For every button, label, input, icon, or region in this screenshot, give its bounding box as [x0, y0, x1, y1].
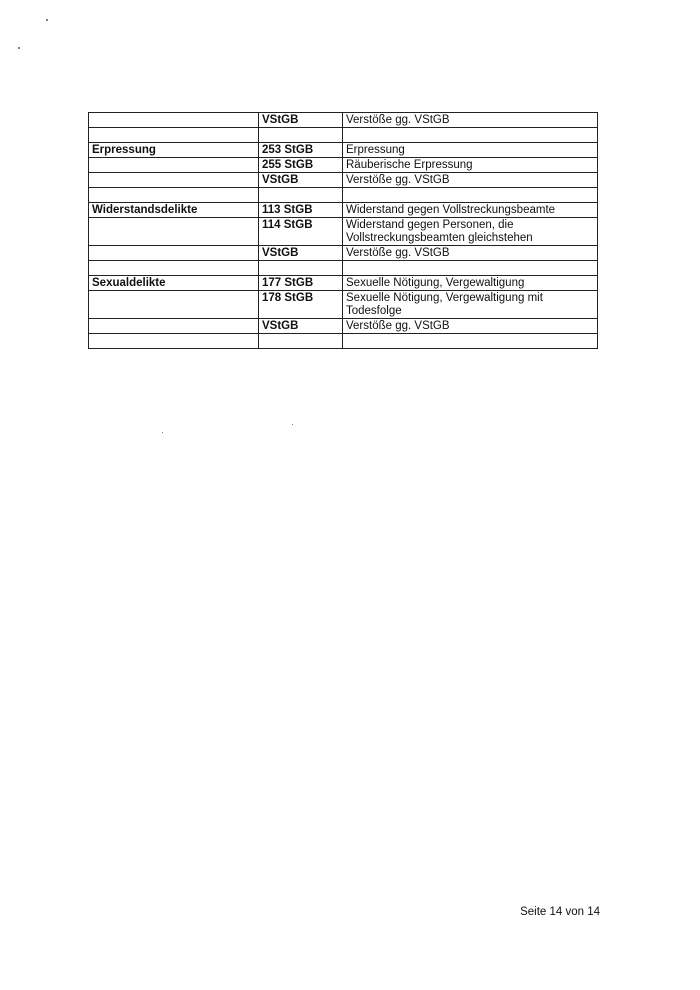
category-cell [89, 291, 259, 319]
category-cell [89, 158, 259, 173]
description-cell: Erpressung [343, 143, 598, 158]
description-cell [343, 261, 598, 276]
law-code-cell [259, 128, 343, 143]
table-row [89, 291, 598, 319]
law-code-cell: 253 StGB [259, 143, 343, 158]
law-code-cell: 255 StGB [259, 158, 343, 173]
category-cell [89, 188, 259, 203]
law-code-cell: VStGB [259, 246, 343, 261]
category-cell [89, 334, 259, 349]
category-cell: Sexualdelikte [89, 276, 259, 291]
table-row [89, 203, 598, 218]
scan-speck [18, 47, 20, 49]
page-number: Seite 14 von 14 [520, 906, 600, 918]
law-code-cell: 114 StGB [259, 218, 343, 246]
table-row [89, 188, 598, 203]
table-row [89, 173, 598, 188]
law-code-cell: VStGB [259, 319, 343, 334]
description-cell: Verstöße gg. VStGB [343, 173, 598, 188]
table-row [89, 218, 598, 246]
law-code-cell [259, 261, 343, 276]
category-cell [89, 246, 259, 261]
scan-speck [46, 19, 48, 21]
category-cell [89, 173, 259, 188]
description-cell: Widerstand gegen Personen, die Vollstreckungsbeamten gleichstehen [343, 218, 598, 246]
table-row [89, 276, 598, 291]
table-row [89, 143, 598, 158]
law-code-cell: VStGB [259, 173, 343, 188]
description-cell: Widerstand gegen Vollstreckungsbeamte [343, 203, 598, 218]
category-cell [89, 261, 259, 276]
table-row [89, 319, 598, 334]
description-cell: Verstöße gg. VStGB [343, 246, 598, 261]
table-row [89, 128, 598, 143]
category-cell: Widerstandsdelikte [89, 203, 259, 218]
description-cell: Räuberische Erpressung [343, 158, 598, 173]
description-cell: Sexuelle Nötigung, Vergewaltigung [343, 276, 598, 291]
scan-speck [292, 424, 293, 425]
description-cell [343, 188, 598, 203]
law-code-cell [259, 334, 343, 349]
law-code-cell: 177 StGB [259, 276, 343, 291]
category-cell [89, 128, 259, 143]
law-code-cell: VStGB [259, 113, 343, 128]
description-cell [343, 334, 598, 349]
table-row [89, 113, 598, 128]
scan-speck [162, 432, 163, 433]
category-cell [89, 113, 259, 128]
table-row [89, 246, 598, 261]
table-row [89, 158, 598, 173]
category-cell [89, 218, 259, 246]
description-cell: Sexuelle Nötigung, Vergewaltigung mit Todesfolge [343, 291, 598, 319]
description-cell: Verstöße gg. VStGB [343, 319, 598, 334]
law-code-cell: 178 StGB [259, 291, 343, 319]
law-code-cell: 113 StGB [259, 203, 343, 218]
category-cell: Erpressung [89, 143, 259, 158]
description-cell: Verstöße gg. VStGB [343, 113, 598, 128]
table-row [89, 261, 598, 276]
table-row [89, 334, 598, 349]
offense-table [88, 112, 598, 349]
description-cell [343, 128, 598, 143]
law-code-cell [259, 188, 343, 203]
category-cell [89, 319, 259, 334]
